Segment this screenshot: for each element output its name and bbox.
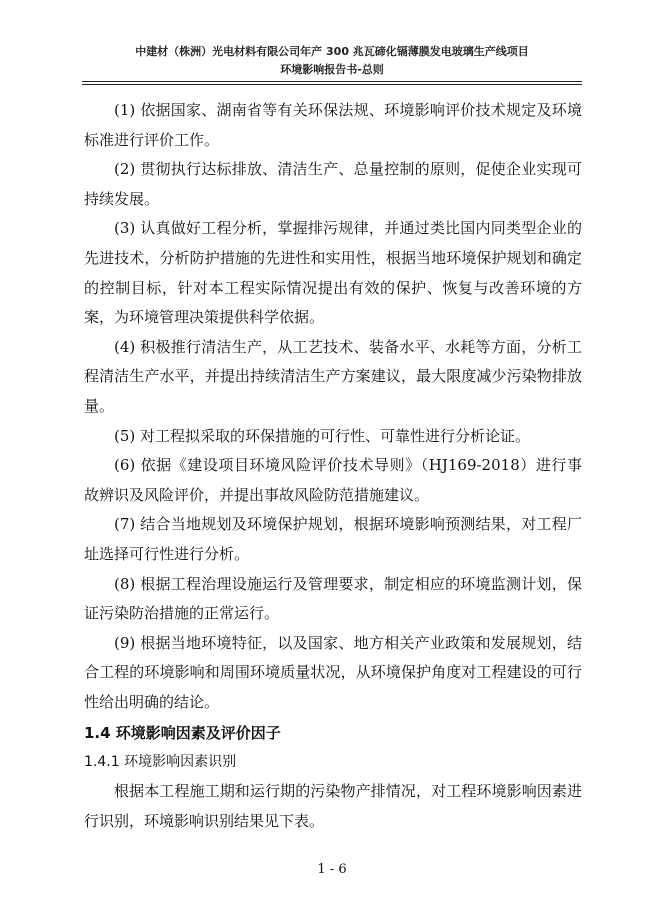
header-document-title: 环境影响报告书-总则 xyxy=(280,63,384,76)
paragraph-7: (7) 结合当地规划及环境保护规划，根据环境影响预测结果，对工程厂址选择可行性进行分析。 xyxy=(84,515,582,563)
subsection-heading: 1.4.1 环境影响因素识别 xyxy=(84,754,237,771)
subsection-paragraph: 根据本工程施工期和运行期的污染物产排情况，对工程环境影响因素进行识别，环境影响识别结果见下表。 xyxy=(84,782,582,831)
paragraph-9: (9) 根据当地环境特征，以及国家、地方相关产业政策和发展规划，结合工程的环境影响和周围环境质量状况，从环境保护角度对工程建设的可行性给出明确的结论。 xyxy=(84,633,582,711)
paragraph-3: (3) 认真做好工程分析，掌握排污规律，并通过类比国内同类型企业的先进技术，分析防护措施的先进性和实用性，根据当地环境保护规划和确定的控制目标，针对本工程实际情况提出有效的保护、恢复与改善环境的方案，为环境管理决策提供科学依据。 xyxy=(84,219,582,327)
document-body xyxy=(84,96,582,837)
paragraph-2: (2) 贯彻执行达标排放、清洁生产、总量控制的原则，促使企业实现可持续发展。 xyxy=(84,160,582,208)
section-heading: 1.4 环境影响因素及评价因子 xyxy=(84,724,281,743)
paragraph-6: (6) 依据《建设项目环境风险评价技术导则》（HJ169-2018）进行事故辨识及风险评价，并提出事故风险防范措施建议。 xyxy=(84,456,582,504)
paragraph-4: (4) 积极推行清洁生产，从工艺技术、装备水平、水耗等方面，分析工程清洁生产水平，并提出持续清洁生产方案建议，最大限度减少污染物排放量。 xyxy=(84,337,582,415)
page-header xyxy=(82,40,582,85)
paragraph-8: (8) 根据工程治理设施运行及管理要求，制定相应的环境监测计划，保证污染防治措施的正常运行。 xyxy=(84,574,582,623)
paragraph-1: (1) 依据国家、湖南省等有关环保法规、环境影响评价技术规定及环境标准进行评价工作。 xyxy=(84,101,582,149)
header-project-title: 中建材（株洲）光电材料有限公司年产 300 兆瓦碲化镉薄膜发电玻璃生产线项目 xyxy=(135,45,529,58)
page-number: 1 - 6 xyxy=(317,862,347,877)
paragraph-5: (5) 对工程拟采取的环保措施的可行性、可靠性进行分析论证。 xyxy=(114,426,531,445)
